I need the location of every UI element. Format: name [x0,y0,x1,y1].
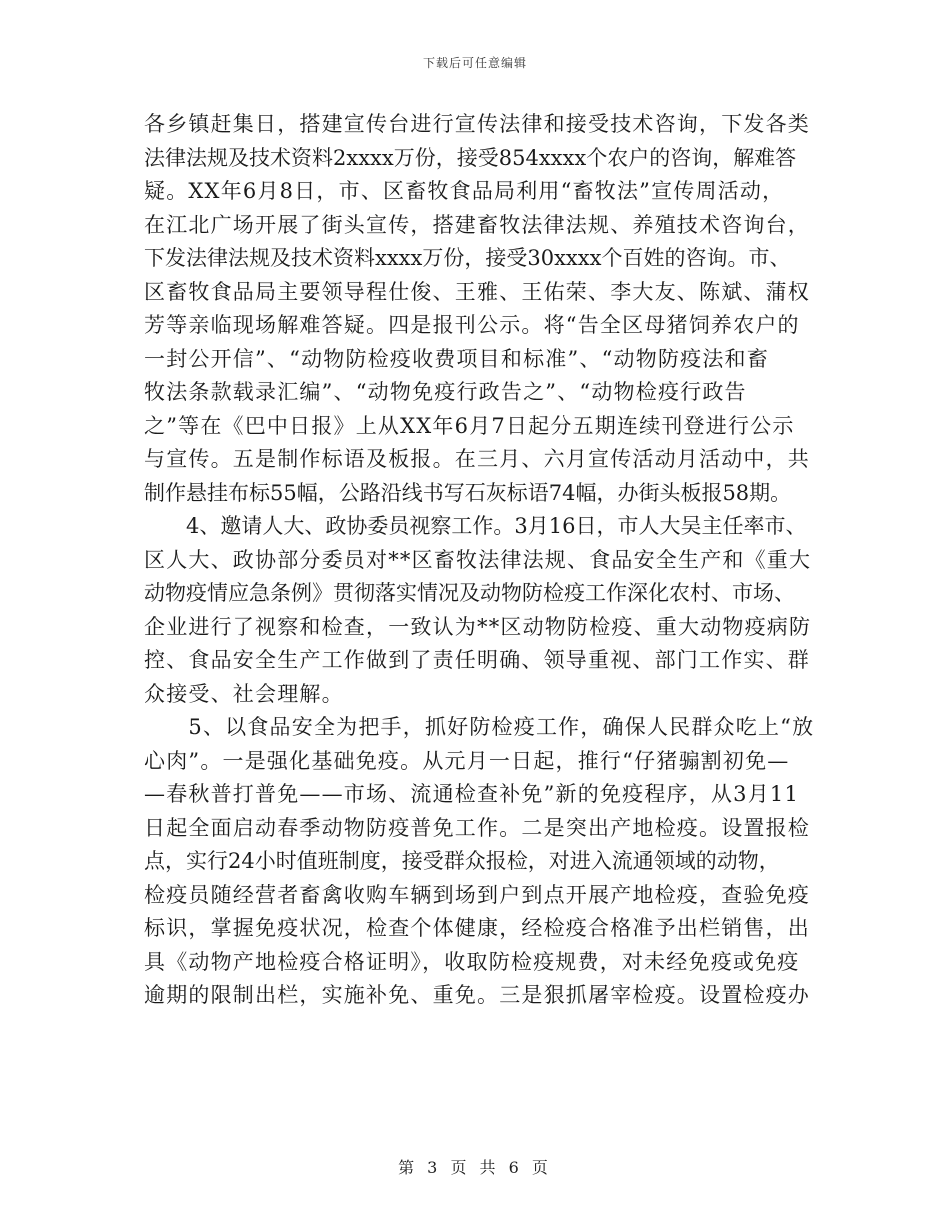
text-line: 之”等在《巴中日报》上从XX年6月7日起分五期连续刊登进行公示 [144,413,795,438]
text-line: 区人大、政协部分委员对**区畜牧法律法规、食品安全生产和《重大 [144,547,812,572]
text-line: 芳等亲临现场解难答疑。四是报刊公示。将“告全区母猪饲养农户的 [144,313,800,337]
text-line: 牧法条款载录汇编”、“动物免疫行政告之”、“动物检疫行政告 [144,380,747,404]
text-line: 日起全面启动春季动物防疫普免工作。二是突出产地检疫。设置报检 [144,815,810,840]
text-line: 下发法律法规及技术资料xxxx万份，接受30xxxx个百姓的咨询。市、 [144,246,791,270]
text-line: 法律法规及技术资料2xxxx万份，接受854xxxx个农户的咨询，解难答 [144,145,797,170]
text-line: 5、以食品安全为把手，抓好防检疫工作，确保人民群众吃上“放 [144,715,815,739]
text-line: 制作悬挂布标55幅，公路沿线书写石灰标语74幅，办街头板报58期。 [144,480,792,505]
page-header: 下载后可任意编辑 [422,56,527,70]
text-line: 区畜牧食品局主要领导程仕俊、王雅、王佑荣、李大友、陈斌、蒲权 [144,279,810,304]
text-line: 疑。XX年6月8日，市、区畜牧食品局利用“畜牧法”宣传周活动， [144,179,785,203]
text-line: 点，实行24小时值班制度，接受群众报检，对进入流通领域的动物， [144,849,780,873]
text-line: 具《动物产地检疫合格证明》，收取防检疫规费，对未经免疫或免疫 [144,949,800,974]
text-line: 与宣传。五是制作标语及板报。在三月、六月宣传活动月活动中，共 [144,447,810,471]
text-line: 检疫员随经营者畜禽收购车辆到场到户到点开展产地检疫，查验免疫 [144,882,810,907]
text-line: 动物疫情应急条例》贯彻落实情况及动物防检疫工作深化农村、市场、 [144,581,795,605]
page-number: 第 3 页 共 6 页 [398,1158,552,1177]
text-line: —春秋普打普免——市场、流通检查补免”新的免疫程序，从3月11 [144,782,800,806]
text-line: 逾期的限制出栏，实施补免、重免。三是狠抓屠宰检疫。设置检疫办 [144,983,810,1007]
text-line: 在江北广场开展了街头宣传，搭建畜牧法律法规、养殖技术咨询台， [144,212,810,237]
text-line: 一封公开信”、“动物防检疫收费项目和标准”、“动物防疫法和畜 [144,346,769,371]
text-line: 企业进行了视察和检查，一致认为**区动物防检疫、重大动物疫病防 [144,614,812,639]
text-line: 控、食品安全生产工作做到了责任明确、领导重视、部门工作实、群 [144,648,810,672]
document-body [144,108,814,1013]
text-line: 标识，掌握免疫状况，检查个体健康，经检疫合格准予出栏销售，出 [144,916,810,940]
text-line: 各乡镇赶集日，搭建宣传台进行宣传法律和接受技术咨询，下发各类 [144,112,810,136]
text-line: 心肉”。一是强化基础免疫。从元月一日起，推行“仔猪骟割初免— [144,748,790,773]
text-line: 4、邀请人大、政协委员视察工作。3月16日，市人大吴主任率市、 [144,514,807,538]
text-line: 众接受、社会理解。 [144,681,344,706]
